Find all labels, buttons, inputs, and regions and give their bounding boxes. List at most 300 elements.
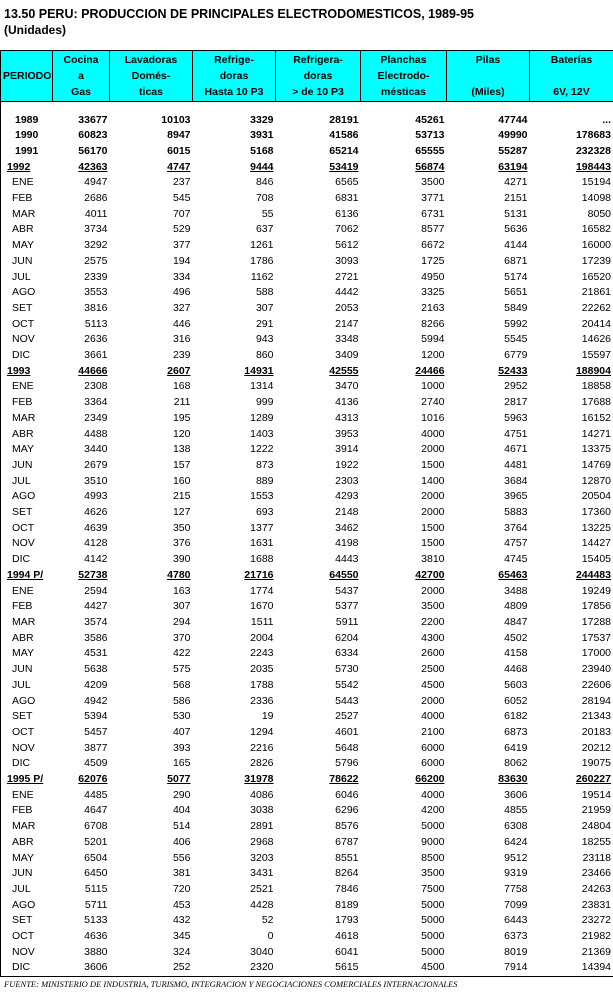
value-cell: 15194 xyxy=(530,175,613,191)
value-cell: 6443 xyxy=(504,914,528,927)
value-cell: 5133 xyxy=(84,914,108,927)
value-cell: 19249 xyxy=(530,584,613,600)
value-cell: 3931 xyxy=(250,129,274,142)
header-lavadoras: Lavadoras Domés- ticas xyxy=(110,51,193,102)
period-cell: FEB xyxy=(1,599,53,615)
value-cell: 6334 xyxy=(335,647,359,660)
value-cell: 1500 xyxy=(421,521,445,534)
value-cell: 3734 xyxy=(84,223,108,236)
value-cell: 23466 xyxy=(530,866,613,882)
value-cell: 8019 xyxy=(504,945,528,958)
value-cell: 9000 xyxy=(421,835,445,848)
period-cell: NOV xyxy=(1,332,53,348)
value-cell: 165 xyxy=(172,757,191,770)
period-cell: OCT xyxy=(1,725,53,741)
value-text: 2607 xyxy=(167,364,191,377)
period-cell: OCT xyxy=(1,317,53,333)
value-cell: 5849 xyxy=(504,301,528,314)
value-cell xyxy=(530,772,613,788)
value-cell: 5113 xyxy=(84,317,108,330)
value-cell: 3953 xyxy=(335,427,359,440)
value-cell: 3606 xyxy=(504,788,528,801)
value-cell: 2163 xyxy=(421,301,445,314)
period-cell: OCT xyxy=(1,929,53,945)
month-row xyxy=(1,788,613,804)
value-cell xyxy=(53,568,110,584)
month-row xyxy=(1,395,613,411)
value-cell: 291 xyxy=(255,317,274,330)
value-cell: 6373 xyxy=(504,930,528,943)
value-cell: 2636 xyxy=(84,333,108,346)
value-cell: 5443 xyxy=(335,694,359,707)
value-cell: 2000 xyxy=(421,584,445,597)
value-cell: 2721 xyxy=(335,270,359,283)
value-cell: 1631 xyxy=(250,537,274,550)
value-cell: 5615 xyxy=(276,960,361,976)
value-cell: 999 xyxy=(255,396,274,409)
value-cell: 2303 xyxy=(335,474,359,487)
value-cell: 16000 xyxy=(530,238,613,254)
value-cell: 1688 xyxy=(250,553,274,566)
value-cell: 3661 xyxy=(84,349,108,362)
value-cell: 5000 xyxy=(421,914,445,927)
value-cell: 60823 xyxy=(78,129,108,142)
value-cell: 2575 xyxy=(84,254,108,267)
value-cell: 637 xyxy=(255,223,274,236)
value-cell: 52 xyxy=(261,914,274,927)
value-cell: 2968 xyxy=(250,835,274,848)
value-cell: 17856 xyxy=(530,599,613,615)
value-cell: 4618 xyxy=(335,930,359,943)
value-cell: 168 xyxy=(172,380,191,393)
period-cell: JUN xyxy=(1,254,53,270)
value-cell: 3462 xyxy=(335,521,359,534)
value-cell: 588 xyxy=(255,286,274,299)
value-cell: 3771 xyxy=(421,192,445,205)
value-cell xyxy=(276,568,361,584)
period-cell: JUN xyxy=(1,458,53,474)
value-cell: 5457 xyxy=(84,725,108,738)
value-cell: 6000 xyxy=(421,741,445,754)
period-cell: ENE xyxy=(1,379,53,395)
value-cell: 163 xyxy=(172,584,191,597)
header-row xyxy=(1,51,613,102)
value-cell: 345 xyxy=(172,930,191,943)
value-cell: 6041 xyxy=(335,945,359,958)
value-cell: 4144 xyxy=(504,239,528,252)
value-cell: 3500 xyxy=(421,176,445,189)
month-row xyxy=(1,929,613,945)
value-cell xyxy=(361,364,447,380)
month-row xyxy=(1,913,613,929)
value-cell: 5636 xyxy=(504,223,528,236)
value-cell xyxy=(276,160,361,176)
value-cell: 6672 xyxy=(421,239,445,252)
value-text: 56874 xyxy=(415,160,445,173)
value-cell: 3488 xyxy=(504,584,528,597)
value-cell: 6046 xyxy=(335,788,359,801)
value-text: 42700 xyxy=(415,568,445,581)
period-cell: AGO xyxy=(1,489,53,505)
value-cell: 65555 xyxy=(415,144,445,157)
period-cell: ABR xyxy=(1,427,53,443)
value-cell: 5711 xyxy=(84,898,108,911)
value-cell xyxy=(447,568,530,584)
month-row xyxy=(1,301,613,317)
value-cell: 24804 xyxy=(530,819,613,835)
value-cell: 2521 xyxy=(250,882,274,895)
value-cell: 47744 xyxy=(498,113,528,126)
value-cell: 1314 xyxy=(250,380,274,393)
value-cell: 846 xyxy=(255,176,274,189)
value-cell: 327 xyxy=(172,301,191,314)
value-cell: 4757 xyxy=(504,537,528,550)
value-cell: 720 xyxy=(172,882,191,895)
period-cell: DIC xyxy=(1,348,53,364)
value-cell: 15405 xyxy=(530,552,613,568)
value-cell: 6450 xyxy=(84,867,108,880)
value-text: 9444 xyxy=(250,160,274,173)
period-cell: NOV xyxy=(1,741,53,757)
period-cell: 1991 xyxy=(1,144,53,160)
value-cell: 127 xyxy=(172,506,191,519)
value-cell: 390 xyxy=(172,553,191,566)
value-cell: 6000 xyxy=(421,757,445,770)
value-text: 260227 xyxy=(575,773,611,786)
period-cell: SET xyxy=(1,505,53,521)
value-cell xyxy=(447,772,530,788)
month-row xyxy=(1,175,613,191)
value-cell: 6787 xyxy=(335,835,359,848)
month-row xyxy=(1,803,613,819)
value-cell: 8062 xyxy=(504,757,528,770)
header-pilas: Pilas (Miles) xyxy=(447,51,530,102)
value-cell: 4626 xyxy=(84,506,108,519)
value-cell: 4942 xyxy=(84,694,108,707)
value-cell: 252 xyxy=(110,960,193,976)
value-cell: 8264 xyxy=(335,867,359,880)
value-cell: 2053 xyxy=(335,301,359,314)
value-cell: 514 xyxy=(172,820,191,833)
spacer-row xyxy=(1,102,613,113)
value-cell: 5131 xyxy=(504,207,528,220)
value-cell: 4000 xyxy=(421,788,445,801)
value-cell: 5883 xyxy=(504,506,528,519)
value-cell: 1377 xyxy=(250,521,274,534)
table-body xyxy=(1,102,613,977)
value-cell: 529 xyxy=(172,223,191,236)
value-cell: 3816 xyxy=(84,301,108,314)
value-cell: 446 xyxy=(172,317,191,330)
value-cell: 22606 xyxy=(530,678,613,694)
month-row xyxy=(1,866,613,882)
period-cell: DIC xyxy=(1,756,53,772)
value-cell xyxy=(530,364,613,380)
value-cell: 3606 xyxy=(53,960,110,976)
value-cell: 55287 xyxy=(498,144,528,157)
value-cell: 23831 xyxy=(530,898,613,914)
value-cell: 237 xyxy=(172,176,191,189)
value-cell: 2686 xyxy=(84,192,108,205)
value-cell: 5000 xyxy=(421,945,445,958)
value-text: 65463 xyxy=(498,568,528,581)
value-cell: 307 xyxy=(255,301,274,314)
month-row xyxy=(1,505,613,521)
value-cell: 14098 xyxy=(530,191,613,207)
value-cell: 5000 xyxy=(421,898,445,911)
value-cell: 6015 xyxy=(167,144,191,157)
month-row xyxy=(1,442,613,458)
value-cell: 4000 xyxy=(421,710,445,723)
value-cell: 7914 xyxy=(447,960,530,976)
value-cell: 53713 xyxy=(415,129,445,142)
value-cell: 4647 xyxy=(84,804,108,817)
value-cell: 4601 xyxy=(335,725,359,738)
period-cell: AGO xyxy=(1,898,53,914)
value-cell: 3880 xyxy=(84,945,108,958)
value-cell: 2826 xyxy=(250,757,274,770)
value-cell: 4745 xyxy=(504,553,528,566)
value-cell: 4468 xyxy=(504,663,528,676)
value-cell xyxy=(447,364,530,380)
value-cell: 6708 xyxy=(84,820,108,833)
value-cell: 3325 xyxy=(421,286,445,299)
value-cell: 6565 xyxy=(335,176,359,189)
value-cell: 5992 xyxy=(504,317,528,330)
value-cell: 2000 xyxy=(421,506,445,519)
value-cell: 8189 xyxy=(335,898,359,911)
value-cell: 5651 xyxy=(504,286,528,299)
value-text: 21716 xyxy=(244,568,274,581)
value-text: 5077 xyxy=(167,773,191,786)
value-cell: 6308 xyxy=(504,820,528,833)
value-text: 66200 xyxy=(415,773,445,786)
value-cell: 17537 xyxy=(530,631,613,647)
value-cell: 381 xyxy=(172,867,191,880)
value-cell: 4809 xyxy=(504,600,528,613)
value-cell: 4671 xyxy=(504,443,528,456)
value-cell: 4142 xyxy=(84,553,108,566)
value-cell: 7062 xyxy=(335,223,359,236)
value-cell: 19 xyxy=(261,710,274,723)
month-row xyxy=(1,427,613,443)
period-cell: SET xyxy=(1,301,53,317)
value-cell: 21343 xyxy=(530,709,613,725)
value-cell: 334 xyxy=(172,270,191,283)
value-cell: 6731 xyxy=(421,207,445,220)
value-text: 31978 xyxy=(244,773,274,786)
value-cell: 3684 xyxy=(504,474,528,487)
value-cell: 5911 xyxy=(335,616,359,628)
value-cell: 5638 xyxy=(84,663,108,676)
value-cell xyxy=(110,160,193,176)
value-cell: 6182 xyxy=(504,710,528,723)
value-cell: 1400 xyxy=(421,474,445,487)
value-cell: 2308 xyxy=(84,380,108,393)
value-cell: 2594 xyxy=(84,584,108,597)
value-text: 42555 xyxy=(329,364,359,377)
value-cell: 4993 xyxy=(84,490,108,503)
value-cell: 4427 xyxy=(84,600,108,613)
value-cell: 5437 xyxy=(335,584,359,597)
header-refrigeradoras-mas-10: Refrigera- doras > de 10 P3 xyxy=(276,51,361,102)
value-cell: 2000 xyxy=(421,694,445,707)
value-cell: 530 xyxy=(172,710,191,723)
value-cell: 3292 xyxy=(84,239,108,252)
value-cell xyxy=(361,568,447,584)
header-cocina: Cocina a Gas xyxy=(53,51,110,102)
value-cell: 1725 xyxy=(421,254,445,267)
value-cell: 5648 xyxy=(335,741,359,754)
value-cell: 496 xyxy=(172,286,191,299)
value-cell: 17288 xyxy=(530,615,613,631)
value-cell: 1774 xyxy=(250,584,274,597)
value-text: 188904 xyxy=(575,364,611,377)
value-cell: 0 xyxy=(267,930,274,943)
value-cell: 5000 xyxy=(421,930,445,943)
value-cell: 6052 xyxy=(504,694,528,707)
value-cell: 7099 xyxy=(504,898,528,911)
value-cell: 3877 xyxy=(84,741,108,754)
value-text: 78622 xyxy=(329,773,359,786)
month-row xyxy=(1,254,613,270)
value-cell xyxy=(53,160,110,176)
value-cell: 453 xyxy=(172,898,191,911)
value-cell: 3510 xyxy=(84,474,108,487)
period-cell: MAR xyxy=(1,207,53,223)
value-cell: 21959 xyxy=(530,803,613,819)
value-text: 14931 xyxy=(244,364,274,377)
value-cell: 3203 xyxy=(250,851,274,864)
month-row xyxy=(1,474,613,490)
value-cell: 6831 xyxy=(335,192,359,205)
period-cell: JUL xyxy=(1,678,53,694)
value-cell: 6504 xyxy=(84,851,108,864)
value-cell: 5168 xyxy=(250,144,274,157)
value-cell: 1788 xyxy=(250,678,274,691)
value-cell: 8551 xyxy=(335,851,359,864)
value-cell: 23272 xyxy=(530,913,613,929)
value-text: 83630 xyxy=(498,773,528,786)
value-cell: 5612 xyxy=(335,239,359,252)
month-row xyxy=(1,348,613,364)
period-cell: 1989 xyxy=(1,113,53,129)
value-cell: 8947 xyxy=(167,129,191,142)
value-cell: 4086 xyxy=(250,788,274,801)
value-cell xyxy=(193,364,276,380)
value-cell: 1922 xyxy=(335,458,359,471)
value-cell: 3093 xyxy=(335,254,359,267)
value-cell: 19075 xyxy=(530,756,613,772)
value-cell: 4488 xyxy=(84,427,108,440)
value-cell: 6873 xyxy=(504,725,528,738)
period-cell: ENE xyxy=(1,788,53,804)
value-cell: 22262 xyxy=(530,301,613,317)
value-text: 24466 xyxy=(415,364,445,377)
value-cell xyxy=(530,160,613,176)
value-cell: 7758 xyxy=(504,882,528,895)
value-cell: 1289 xyxy=(250,411,274,424)
value-cell: 1511 xyxy=(250,616,274,628)
value-cell xyxy=(193,160,276,176)
value-cell: 16520 xyxy=(530,270,613,286)
value-text: 4780 xyxy=(167,568,191,581)
value-cell: 4198 xyxy=(335,537,359,550)
value-cell: 1294 xyxy=(250,725,274,738)
value-cell xyxy=(110,772,193,788)
value-cell: 56170 xyxy=(78,144,108,157)
month-row xyxy=(1,709,613,725)
value-text: 64550 xyxy=(329,568,359,581)
value-cell: ... xyxy=(530,113,613,129)
period-cell: ENE xyxy=(1,175,53,191)
value-cell: 3500 xyxy=(421,867,445,880)
value-cell: 1403 xyxy=(250,427,274,440)
value-cell: 2500 xyxy=(421,663,445,676)
value-cell: 4442 xyxy=(335,286,359,299)
period-cell: MAY xyxy=(1,442,53,458)
value-cell: 8500 xyxy=(421,851,445,864)
value-cell: 8266 xyxy=(421,317,445,330)
value-cell: 556 xyxy=(172,851,191,864)
value-cell: 3553 xyxy=(84,286,108,299)
value-cell: 6871 xyxy=(504,254,528,267)
value-cell xyxy=(53,364,110,380)
period-cell: DIC xyxy=(1,552,53,568)
value-cell: 294 xyxy=(172,616,191,628)
value-cell: 3574 xyxy=(84,616,108,628)
value-cell: 693 xyxy=(255,506,274,519)
value-cell: 2151 xyxy=(504,192,528,205)
value-cell: 4443 xyxy=(335,553,359,566)
value-cell: 6136 xyxy=(335,207,359,220)
value-cell: 586 xyxy=(172,694,191,707)
period-cell: JUL xyxy=(1,474,53,490)
value-cell: 23118 xyxy=(530,851,613,867)
value-cell: 4847 xyxy=(504,616,528,628)
value-cell: 4136 xyxy=(335,396,359,409)
value-cell: 4500 xyxy=(421,678,445,691)
month-row xyxy=(1,960,613,976)
value-cell: 1222 xyxy=(250,443,274,456)
value-cell: 13225 xyxy=(530,521,613,537)
period-cell: AGO xyxy=(1,694,53,710)
value-cell: 2600 xyxy=(421,647,445,660)
month-row xyxy=(1,599,613,615)
value-cell: 3409 xyxy=(335,349,359,362)
value-text: 244483 xyxy=(575,568,611,581)
value-cell: 3810 xyxy=(421,553,445,566)
value-cell: 3914 xyxy=(335,443,359,456)
value-cell: 2147 xyxy=(335,317,359,330)
month-row xyxy=(1,317,613,333)
value-cell xyxy=(361,160,447,176)
value-cell: 5963 xyxy=(504,411,528,424)
period-cell: ENE xyxy=(1,584,53,600)
value-cell: 2243 xyxy=(250,647,274,660)
value-cell: 1016 xyxy=(421,411,445,424)
value-cell: 307 xyxy=(172,600,191,613)
period-cell: 1994 P/ xyxy=(1,568,53,584)
value-cell: 5603 xyxy=(504,678,528,691)
table-title: 13.50 PERU: PRODUCCION DE PRINCIPALES ELECTRODOMESTICOS, 1989-95 xyxy=(4,7,475,21)
value-cell: 4500 xyxy=(361,960,447,976)
value-cell: 20414 xyxy=(530,317,613,333)
value-cell xyxy=(276,364,361,380)
period-cell: JUL xyxy=(1,882,53,898)
value-cell: 138 xyxy=(172,443,191,456)
period-cell: 1992 xyxy=(1,160,53,176)
